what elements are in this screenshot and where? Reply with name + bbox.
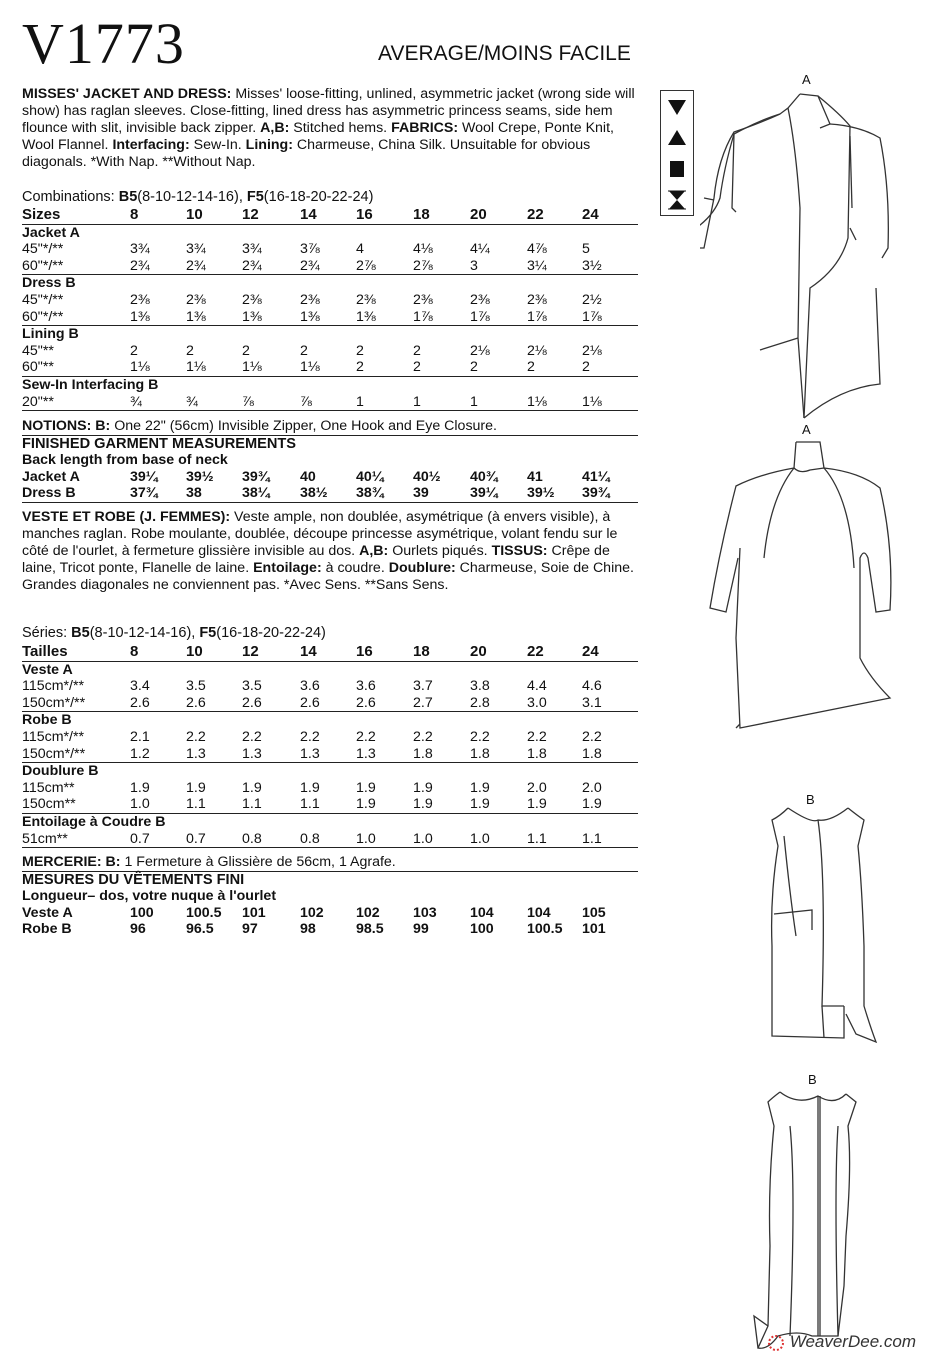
notions-and-finished-fr xyxy=(22,854,638,938)
table-row xyxy=(22,662,638,679)
row-label: Dress B xyxy=(22,275,76,292)
cell-value: 99 xyxy=(413,921,429,938)
cell-value: 1.9 xyxy=(582,796,602,813)
jacket-a-front-illustration xyxy=(700,88,900,428)
row-label: 60"** xyxy=(22,359,54,376)
cell-value: 2 xyxy=(413,342,421,359)
cell-value: 16 xyxy=(356,206,373,223)
cell-value: 1.2 xyxy=(130,745,150,762)
cell-value: 14 xyxy=(300,206,317,223)
row-label: 150cm*/** xyxy=(22,745,86,762)
cell-value: 2¾ xyxy=(186,257,206,274)
cell-value: ¾ xyxy=(186,393,198,410)
cell-value: 3.4 xyxy=(130,678,150,695)
cell-value: 1⅞ xyxy=(413,308,433,325)
cell-value: 1.1 xyxy=(242,796,262,813)
row-label: Jacket A xyxy=(22,468,80,485)
row-label: Veste A xyxy=(22,904,73,921)
table-row xyxy=(22,921,638,938)
cell-value: 4⅛ xyxy=(413,241,433,258)
cell-value: 2.2 xyxy=(242,728,262,745)
row-label: 115cm*/** xyxy=(22,678,85,695)
description-fr: VESTE ET ROBE (J. FEMMES): Veste ample, non doublée, asymétrique (à envers visible), à manches raglan. Robe moulante, doublée, découpe princesse asymétrique, volant fendu sur le côté de l'ourlet, à fermeture glissière invisible au dos. A,B: Ourlets piqués. TISSUS: Crêpe de laine, Tricot ponte, Flanelle de laine. Entoilage: à coudre. Doublure: Charmeuse, Soie de Chine. Grandes diagonales ne conviennent pas. *Avec Sens. **Sans Sens. xyxy=(22,509,634,593)
cell-value: 1⅛ xyxy=(186,359,206,376)
cell-value: 0.7 xyxy=(186,830,206,847)
cell-value: 2 xyxy=(470,359,478,376)
row-label: Veste A xyxy=(22,661,73,678)
cell-value: 2.1 xyxy=(130,728,150,745)
cell-value: 100 xyxy=(470,921,494,938)
cell-value: 2 xyxy=(582,359,590,376)
cell-value: 20 xyxy=(470,206,487,223)
cell-value: 1.3 xyxy=(300,745,320,762)
layout-symbols xyxy=(660,90,694,216)
cell-value: 1⅜ xyxy=(356,308,376,325)
cell-value: 2⅜ xyxy=(527,291,547,308)
cell-value: 0.8 xyxy=(242,830,262,847)
cell-value: 2.2 xyxy=(413,728,433,745)
table-row xyxy=(22,814,638,831)
cell-value: 1.9 xyxy=(356,779,376,796)
cell-value: 40½ xyxy=(413,468,441,485)
cell-value: 12 xyxy=(242,643,259,660)
flower-logo-icon xyxy=(767,1334,785,1352)
cell-value: 102 xyxy=(356,904,380,921)
cell-value: 10 xyxy=(186,643,203,660)
cell-value: 1.9 xyxy=(413,779,433,796)
cell-value: 2.6 xyxy=(356,694,376,711)
cell-value: 2⅜ xyxy=(470,291,490,308)
cell-value: 2 xyxy=(356,359,364,376)
yardage-table-en xyxy=(22,207,638,411)
cell-value: 1.9 xyxy=(470,779,490,796)
cell-value: 102 xyxy=(300,904,324,921)
row-label: Entoilage à Coudre B xyxy=(22,813,166,830)
cell-value: 2¾ xyxy=(130,257,150,274)
cell-value: 2⅛ xyxy=(582,342,602,359)
cell-value: 38 xyxy=(186,485,202,502)
cell-value: 3½ xyxy=(582,257,602,274)
cell-value: 1.9 xyxy=(186,779,206,796)
cell-value: 3.5 xyxy=(242,678,262,695)
cell-value: 3.5 xyxy=(186,678,206,695)
cell-value: 2.2 xyxy=(186,728,206,745)
view-b-back-label: B xyxy=(808,1072,817,1087)
cell-value: 1 xyxy=(413,393,421,410)
cell-value: 1⅛ xyxy=(582,393,602,410)
cell-value: 3 xyxy=(470,257,478,274)
cell-value: 1.1 xyxy=(300,796,320,813)
table-row xyxy=(22,207,638,225)
cell-value: 2 xyxy=(356,342,364,359)
cell-value: 1.9 xyxy=(470,796,490,813)
cell-value: 38½ xyxy=(300,485,328,502)
combinations-en: Combinations: B5(8-10-12-14-16), F5(16-18-20-22-24) xyxy=(22,189,374,205)
cell-value: 2.0 xyxy=(527,779,547,796)
cell-value: 1.0 xyxy=(130,796,150,813)
finished-heading: FINISHED GARMENT MEASUREMENTS xyxy=(22,435,297,452)
cell-value: 1⅜ xyxy=(300,308,320,325)
table-row xyxy=(22,394,638,412)
table-row xyxy=(22,377,638,394)
row-label: 45"*/** xyxy=(22,241,64,258)
cell-value: 2⅛ xyxy=(527,342,547,359)
cell-value: 1.9 xyxy=(356,796,376,813)
cell-value: 40¾ xyxy=(470,468,498,485)
watermark: WeaverDee.com xyxy=(767,1332,916,1352)
notions-line xyxy=(22,854,638,872)
cell-value: 2⅜ xyxy=(130,291,150,308)
table-row xyxy=(22,644,638,662)
cell-value: 39¼ xyxy=(130,468,158,485)
table-row xyxy=(22,678,638,695)
cell-value: 4 xyxy=(356,241,364,258)
cell-value: 39¾ xyxy=(242,468,270,485)
table-row xyxy=(22,359,638,377)
cell-value: 1⅜ xyxy=(130,308,150,325)
description-en: MISSES' JACKET AND DRESS: Misses' loose-fitting, unlined, asymmetric jacket (wrong side will show) has raglan sleeves. Close-fitting, lined dress has asymmetric princess seams, side hem flounce with slit, invisible back zipper. A,B: Stitched hems. FABRICS: Wool Crepe, Ponte Knit, Wool Flannel. Interfacing: Sew-In. Lining: Charmeuse, China Silk. Unsuitable for obvious diagonals. *With Nap. **Without Nap. xyxy=(22,86,635,170)
cell-value: 1.1 xyxy=(527,830,547,847)
cell-value: 41 xyxy=(527,468,543,485)
table-row xyxy=(22,905,638,922)
row-label: 20"** xyxy=(22,393,54,410)
cell-value: 97 xyxy=(242,921,258,938)
cell-value: 96 xyxy=(130,921,146,938)
row-label: 45"** xyxy=(22,342,54,359)
cell-value: 100.5 xyxy=(186,904,222,921)
cell-value: 1.1 xyxy=(186,796,206,813)
cell-value: 1 xyxy=(356,393,364,410)
notions-text: 1 Fermeture à Glissière de 56cm, 1 Agrafe. xyxy=(120,854,396,870)
jacket-a-back-illustration xyxy=(700,438,910,738)
dress-b-front-illustration xyxy=(760,806,890,1046)
finished-subheading: Back length from base of neck xyxy=(22,452,228,469)
cell-value: 2.2 xyxy=(300,728,320,745)
cell-value: 18 xyxy=(413,206,430,223)
table-row xyxy=(22,343,638,360)
table-row xyxy=(22,695,638,713)
cell-value: 100.5 xyxy=(527,921,563,938)
row-label: Sew-In Interfacing B xyxy=(22,376,159,393)
cell-value: 1⅛ xyxy=(300,359,320,376)
cell-value: 2.2 xyxy=(470,728,490,745)
table-row xyxy=(22,796,638,814)
pattern-number: V1773 xyxy=(22,11,185,76)
cell-value: 1.9 xyxy=(130,779,150,796)
row-label: Robe B xyxy=(22,712,72,729)
cell-value: 3.0 xyxy=(527,694,547,711)
cell-value: 2.8 xyxy=(470,694,490,711)
row-label: 45"*/** xyxy=(22,291,64,308)
cell-value: 3¼ xyxy=(527,257,547,274)
cell-value: 98 xyxy=(300,921,316,938)
cell-value: 4⅞ xyxy=(527,241,547,258)
table-row xyxy=(22,292,638,309)
cell-value: 22 xyxy=(527,206,544,223)
row-label: Sizes xyxy=(22,206,61,223)
cell-value: 2⅜ xyxy=(413,291,433,308)
cell-value: 2.6 xyxy=(186,694,206,711)
cell-value: 1⅜ xyxy=(242,308,262,325)
cell-value: 3⅞ xyxy=(300,241,320,258)
cell-value: 2 xyxy=(242,342,250,359)
cell-value: 1.8 xyxy=(413,745,433,762)
cell-value: 2.2 xyxy=(356,728,376,745)
cell-value: 1⅞ xyxy=(527,308,547,325)
row-label: 150cm*/** xyxy=(22,694,86,711)
table-row xyxy=(22,275,638,292)
cell-value: 3.6 xyxy=(356,678,376,695)
table-row xyxy=(22,241,638,258)
combinations-fr: Séries: B5(8-10-12-14-16), F5(16-18-20-22-24) xyxy=(22,625,326,641)
cell-value: 2.6 xyxy=(130,694,150,711)
cell-value: 1⅞ xyxy=(582,308,602,325)
cell-value: ⅞ xyxy=(300,393,312,410)
square-icon xyxy=(661,153,693,184)
row-label: Robe B xyxy=(22,921,72,938)
cell-value: 1.9 xyxy=(300,779,320,796)
cell-value: 2 xyxy=(130,342,138,359)
cell-value: 39½ xyxy=(527,485,555,502)
cell-value: 1.8 xyxy=(470,745,490,762)
cell-value: 18 xyxy=(413,643,430,660)
cell-value: 4¼ xyxy=(470,241,490,258)
notions-label: NOTIONS: B: xyxy=(22,418,111,434)
view-a-back-label: A xyxy=(802,422,811,437)
cell-value: 12 xyxy=(242,206,259,223)
cell-value: 39¾ xyxy=(582,485,610,502)
cell-value: 22 xyxy=(527,643,544,660)
cell-value: 2¾ xyxy=(242,257,262,274)
cell-value: ¾ xyxy=(130,393,142,410)
cell-value: 2 xyxy=(527,359,535,376)
cell-value: 14 xyxy=(300,643,317,660)
cell-value: 16 xyxy=(356,643,373,660)
cell-value: 3.1 xyxy=(582,694,602,711)
cell-value: 41¼ xyxy=(582,468,610,485)
notions-and-finished-en xyxy=(22,418,638,503)
cell-value: 1.0 xyxy=(470,830,490,847)
triangle-up-icon xyxy=(661,122,693,153)
cell-value: 2⅜ xyxy=(242,291,262,308)
cell-value: 2.6 xyxy=(242,694,262,711)
difficulty-level: AVERAGE/MOINS FACILE xyxy=(378,42,631,65)
cell-value: 101 xyxy=(242,904,266,921)
table-row xyxy=(22,712,638,729)
cell-value: 20 xyxy=(470,643,487,660)
cell-value: 1⅞ xyxy=(470,308,490,325)
finished-heading: MESURES DU VÊTEMENTS FINI xyxy=(22,871,245,888)
view-a-front-label: A xyxy=(802,72,811,87)
table-row xyxy=(22,326,638,343)
cell-value: 3¾ xyxy=(130,241,150,258)
cell-value: 2½ xyxy=(582,291,602,308)
table-row xyxy=(22,469,638,486)
cell-value: 1.1 xyxy=(582,830,602,847)
cell-value: 1.9 xyxy=(527,796,547,813)
cell-value: ⅞ xyxy=(242,393,254,410)
cell-value: 5 xyxy=(582,241,590,258)
view-b-front-label: B xyxy=(806,792,815,807)
cell-value: 8 xyxy=(130,206,139,223)
finished-subheading: Longueur– dos, votre nuque à l'ourlet xyxy=(22,888,277,905)
cell-value: 3.7 xyxy=(413,678,433,695)
yardage-table-fr xyxy=(22,644,638,848)
cell-value: 96.5 xyxy=(186,921,214,938)
cell-value: 2.0 xyxy=(582,779,602,796)
cell-value: 38¾ xyxy=(356,485,384,502)
cell-value: 2⅞ xyxy=(356,257,376,274)
table-row xyxy=(22,780,638,797)
cell-value: 2.2 xyxy=(582,728,602,745)
cell-value: 2⅜ xyxy=(186,291,206,308)
cell-value: 38¼ xyxy=(242,485,270,502)
cell-value: 103 xyxy=(413,904,437,921)
dress-b-back-illustration xyxy=(738,1086,888,1350)
cell-value: 1.0 xyxy=(356,830,376,847)
table-row xyxy=(22,258,638,276)
cell-value: 40¼ xyxy=(356,468,384,485)
cell-value: 104 xyxy=(470,904,494,921)
cell-value: 1⅛ xyxy=(130,359,150,376)
cell-value: 3.8 xyxy=(470,678,490,695)
hourglass-icon xyxy=(661,184,693,215)
triangle-down-icon xyxy=(661,91,693,122)
cell-value: 3.6 xyxy=(300,678,320,695)
row-label: Jacket A xyxy=(22,224,80,241)
cell-value: 1.3 xyxy=(186,745,206,762)
cell-value: 10 xyxy=(186,206,203,223)
cell-value: 2.2 xyxy=(527,728,547,745)
table-row xyxy=(22,309,638,327)
cell-value: 37¾ xyxy=(130,485,158,502)
cell-value: 2⅞ xyxy=(413,257,433,274)
cell-value: 1 xyxy=(470,393,478,410)
cell-value: 105 xyxy=(582,904,606,921)
cell-value: 1.9 xyxy=(413,796,433,813)
row-label: Lining B xyxy=(22,326,79,343)
cell-value: 1.3 xyxy=(356,745,376,762)
cell-value: 2.7 xyxy=(413,694,433,711)
cell-value: 0.8 xyxy=(300,830,320,847)
notions-line xyxy=(22,418,638,436)
table-row xyxy=(22,746,638,764)
row-label: Dress B xyxy=(22,485,76,502)
cell-value: 4.4 xyxy=(527,678,547,695)
table-row xyxy=(22,831,638,849)
table-row xyxy=(22,763,638,780)
cell-value: 1.8 xyxy=(527,745,547,762)
cell-value: 98.5 xyxy=(356,921,384,938)
cell-value: 24 xyxy=(582,643,599,660)
cell-value: 2⅜ xyxy=(356,291,376,308)
cell-value: 1.9 xyxy=(242,779,262,796)
row-label: 115cm*/** xyxy=(22,728,85,745)
cell-value: 2 xyxy=(413,359,421,376)
cell-value: 1.0 xyxy=(413,830,433,847)
cell-value: 2⅛ xyxy=(470,342,490,359)
row-label: 115cm** xyxy=(22,779,75,796)
row-label: 51cm** xyxy=(22,830,68,847)
cell-value: 2⅜ xyxy=(300,291,320,308)
cell-value: 39¼ xyxy=(470,485,498,502)
cell-value: 4.6 xyxy=(582,678,602,695)
cell-value: 2.6 xyxy=(300,694,320,711)
row-label: Doublure B xyxy=(22,763,99,780)
row-label: 60"*/** xyxy=(22,257,64,274)
cell-value: 1.3 xyxy=(242,745,262,762)
cell-value: 1⅛ xyxy=(242,359,262,376)
cell-value: 101 xyxy=(582,921,606,938)
cell-value: 8 xyxy=(130,643,139,660)
notions-text: One 22" (56cm) Invisible Zipper, One Hook and Eye Closure. xyxy=(110,418,497,434)
cell-value: 104 xyxy=(527,904,551,921)
cell-value: 3¾ xyxy=(242,241,262,258)
row-label: 150cm** xyxy=(22,796,76,813)
cell-value: 39 xyxy=(413,485,429,502)
cell-value: 2 xyxy=(186,342,194,359)
cell-value: 0.7 xyxy=(130,830,150,847)
table-row xyxy=(22,225,638,242)
row-label: Tailles xyxy=(22,643,68,660)
cell-value: 39½ xyxy=(186,468,214,485)
cell-value: 2 xyxy=(300,342,308,359)
table-row xyxy=(22,485,638,503)
cell-value: 3¾ xyxy=(186,241,206,258)
cell-value: 1⅛ xyxy=(527,393,547,410)
notions-label: MERCERIE: B: xyxy=(22,854,121,870)
cell-value: 100 xyxy=(130,904,154,921)
cell-value: 2¾ xyxy=(300,257,320,274)
table-row xyxy=(22,729,638,746)
cell-value: 24 xyxy=(582,206,599,223)
row-label: 60"*/** xyxy=(22,308,64,325)
cell-value: 40 xyxy=(300,468,316,485)
cell-value: 1⅜ xyxy=(186,308,206,325)
cell-value: 1.8 xyxy=(582,745,602,762)
